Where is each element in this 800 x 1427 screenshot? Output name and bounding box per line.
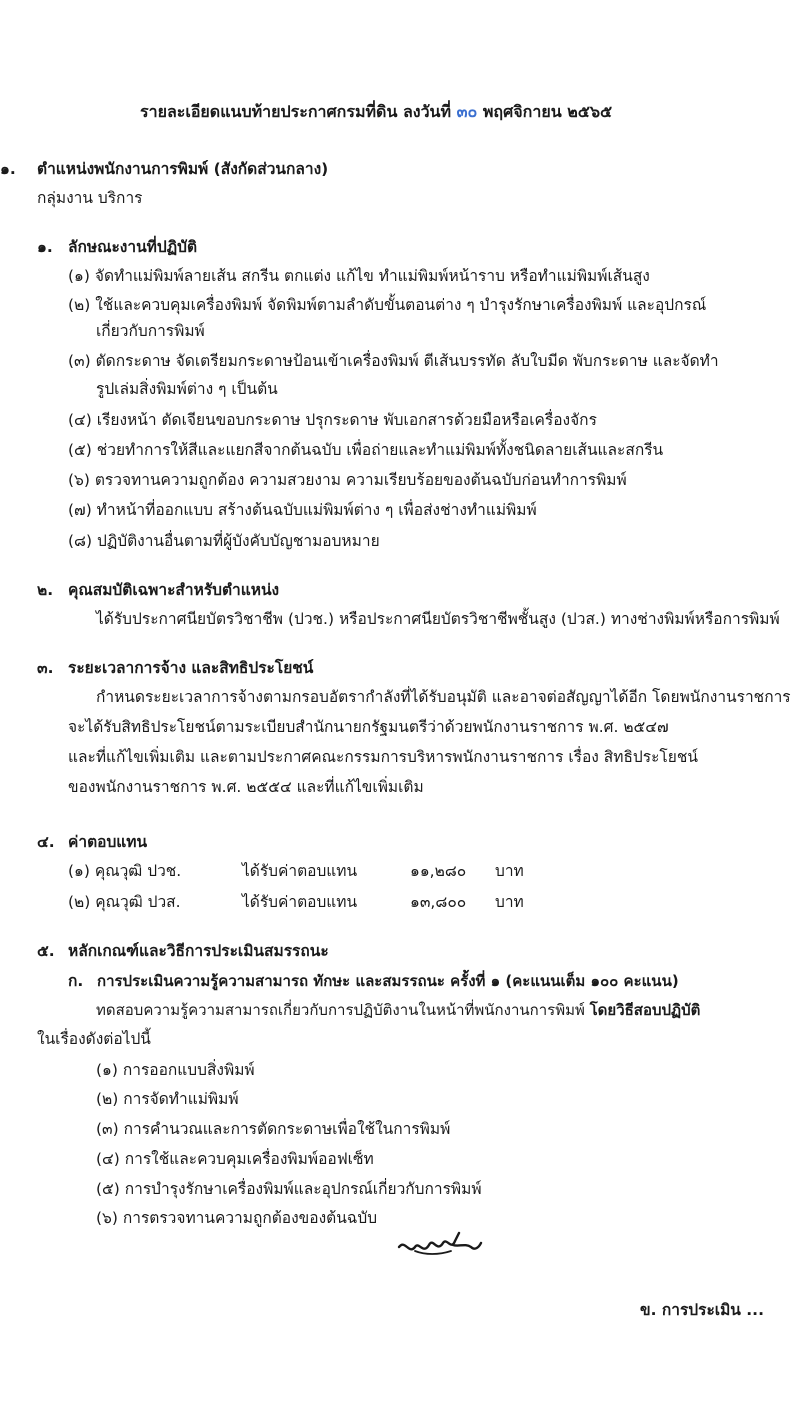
page-continuation: ข. การประเมิน ... bbox=[640, 1301, 764, 1319]
section-compensation-number: ๔. bbox=[37, 833, 55, 851]
assessment-item: (๖) การตรวจทานความถูกต้องของต้นฉบับ bbox=[96, 1209, 378, 1227]
compensation-amount: ๑๓,๘๐๐ bbox=[410, 893, 467, 911]
assessment-item: (๕) การบำรุงรักษาเครื่องพิมพ์และอุปกรณ์เกี่ยวกับการพิมพ์ bbox=[96, 1180, 482, 1198]
employment-line: กำหนดระยะเวลาการจ้างตามกรอบอัตรากำลังที่ได้รับอนุมัติ และอาจต่อสัญญาได้อีก โดยพนักงานราชการ bbox=[96, 688, 791, 706]
section-assessment-heading: หลักเกณฑ์และวิธีการประเมินสมรรถนะ bbox=[68, 942, 329, 960]
title-suffix: พฤศจิกายน ๒๕๖๕ bbox=[477, 102, 613, 121]
assessment-sub-number: ก. bbox=[68, 972, 84, 990]
assessment-intro-bold: โดยวิธีสอบปฏิบัติ bbox=[589, 1001, 701, 1019]
position-number: ๑. bbox=[0, 160, 16, 178]
compensation-unit: บาท bbox=[495, 893, 524, 911]
assessment-item: (๓) การคำนวณและการตัดกระดาษเพื่อใช้ในการพิมพ์ bbox=[96, 1120, 451, 1138]
section-duties-number: ๑. bbox=[37, 238, 53, 256]
assessment-intro bbox=[96, 999, 700, 1021]
duty-line: (๗) ทำหน้าที่ออกแบบ สร้างต้นฉบับแม่พิมพ์ต่าง ๆ เพื่อส่งช่างทำแม่พิมพ์ bbox=[68, 501, 537, 519]
qualifications-text: ได้รับประกาศนียบัตรวิชาชีพ (ปวช.) หรือประกาศนียบัตรวิชาชีพชั้นสูง (ปวส.) ทางช่างพิมพ์หรือการพิมพ์ bbox=[96, 610, 780, 628]
section-employment-heading: ระยะเวลาการจ้าง และสิทธิประโยชน์ bbox=[68, 659, 314, 677]
assessment-intro-plain: ทดสอบความรู้ความสามารถเกี่ยวกับการปฏิบัติงานในหน้าที่พนักงานการพิมพ์ bbox=[96, 1001, 590, 1019]
duty-line: (๓) ตัดกระดาษ จัดเตรียมกระดาษป้อนเข้าเครื่องพิมพ์ ตีเส้นบรรทัด ลับใบมีด พับกระดาษ และจัดทำ bbox=[68, 352, 719, 370]
duty-line: รูปเล่มสิ่งพิมพ์ต่าง ๆ เป็นต้น bbox=[96, 380, 278, 398]
duty-line: (๘) ปฏิบัติงานอื่นตามที่ผู้บังคับบัญชามอบหมาย bbox=[68, 532, 380, 550]
title-prefix: รายละเอียดแนบท้ายประกาศกรมที่ดิน ลงวันที่ bbox=[140, 102, 457, 121]
assessment-item: (๒) การจัดทำแม่พิมพ์ bbox=[96, 1090, 239, 1108]
compensation-label: (๑) คุณวุฒิ ปวช. bbox=[68, 862, 182, 880]
compensation-label: (๒) คุณวุฒิ ปวส. bbox=[68, 893, 181, 911]
page-title bbox=[140, 101, 612, 123]
compensation-desc: ได้รับค่าตอบแทน bbox=[242, 893, 358, 911]
title-day: ๓๐ bbox=[456, 102, 478, 121]
assessment-sub-heading: การประเมินความรู้ความสามารถ ทักษะ และสมรรถนะ ครั้งที่ ๑ (คะแนนเต็ม ๑๐๐ คะแนน) bbox=[97, 972, 679, 990]
duty-line: (๒) ใช้และควบคุมเครื่องพิมพ์ จัดพิมพ์ตามลำดับขั้นตอนต่าง ๆ บำรุงรักษาเครื่องพิมพ์ และอุปกรณ์ bbox=[68, 296, 707, 314]
assessment-intro-line2: ในเรื่องดังต่อไปนี้ bbox=[37, 1030, 151, 1048]
section-assessment-number: ๕. bbox=[37, 942, 55, 960]
compensation-desc: ได้รับค่าตอบแทน bbox=[242, 862, 358, 880]
signature-mark bbox=[395, 1225, 485, 1265]
section-duties-heading: ลักษณะงานที่ปฏิบัติ bbox=[68, 238, 198, 256]
section-employment-number: ๓. bbox=[37, 659, 54, 677]
duty-line: (๕) ช่วยทำการให้สีและแยกสีจากต้นฉบับ เพื่อถ่ายและทำแม่พิมพ์ทั้งชนิดลายเส้นและสกรีน bbox=[68, 441, 664, 459]
compensation-unit: บาท bbox=[495, 862, 524, 880]
duty-line: (๔) เรียงหน้า ตัดเจียนขอบกระดาษ ปรุกระดาษ พับเอกสารด้วยมือหรือเครื่องจักร bbox=[68, 411, 597, 429]
assessment-item: (๔) การใช้และควบคุมเครื่องพิมพ์ออฟเซ็ท bbox=[96, 1150, 374, 1168]
section-qualifications-heading: คุณสมบัติเฉพาะสำหรับตำแหน่ง bbox=[68, 581, 280, 599]
compensation-amount: ๑๑,๒๘๐ bbox=[410, 862, 467, 880]
duty-line: เกี่ยวกับการพิมพ์ bbox=[96, 322, 205, 340]
position-group: กลุ่มงาน บริการ bbox=[37, 189, 143, 207]
employment-line: จะได้รับสิทธิประโยชน์ตามระเบียบสำนักนายกรัฐมนตรีว่าด้วยพนักงานราชการ พ.ศ. ๒๕๔๗ bbox=[68, 718, 669, 736]
assessment-item: (๑) การออกแบบสิ่งพิมพ์ bbox=[96, 1061, 255, 1079]
section-compensation-heading: ค่าตอบแทน bbox=[68, 833, 148, 851]
duty-line: (๑) จัดทำแม่พิมพ์ลายเส้น สกรีน ตกแต่ง แก้ไข ทำแม่พิมพ์หน้าราบ หรือทำแม่พิมพ์เส้นสูง bbox=[68, 267, 650, 285]
position-title: ตำแหน่งพนักงานการพิมพ์ (สังกัดส่วนกลาง) bbox=[37, 160, 329, 178]
employment-line: และที่แก้ไขเพิ่มเติม และตามประกาศคณะกรรมการบริหารพนักงานราชการ เรื่อง สิทธิประโยชน์ bbox=[68, 748, 698, 766]
employment-line: ของพนักงานราชการ พ.ศ. ๒๕๕๔ และที่แก้ไขเพิ่มเติม bbox=[68, 778, 424, 796]
section-qualifications-number: ๒. bbox=[37, 581, 54, 599]
duty-line: (๖) ตรวจทานความถูกต้อง ความสวยงาม ความเรียบร้อยของต้นฉบับก่อนทำการพิมพ์ bbox=[68, 471, 627, 489]
